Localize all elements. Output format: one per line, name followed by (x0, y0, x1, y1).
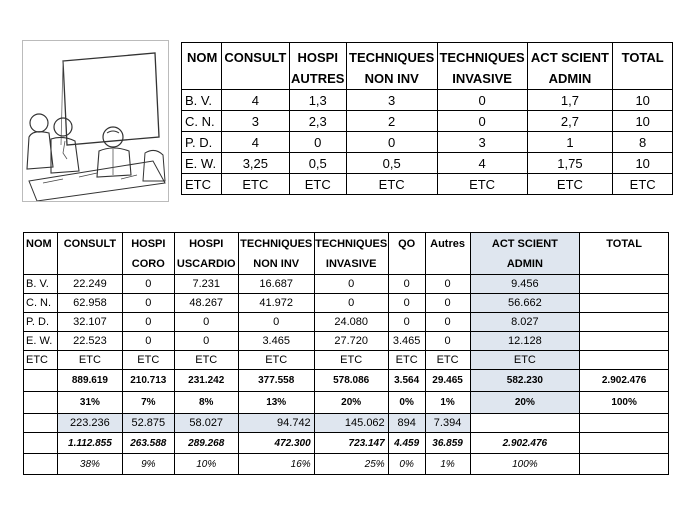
table-cell: 263.588 (122, 433, 174, 454)
table-cell: 8.027 (470, 313, 580, 332)
header-nom: NOM (182, 43, 222, 90)
table-cell: 12.128 (470, 332, 580, 351)
staff-distribution-table (181, 42, 673, 195)
table-row (24, 275, 669, 294)
table-cell (580, 414, 669, 433)
table-cell: E. W. (182, 153, 222, 174)
table-cell: 0 (314, 275, 388, 294)
table-cell: 41.972 (238, 294, 314, 313)
table-cell: 7.231 (174, 275, 238, 294)
table-cell (580, 275, 669, 294)
table-cell: 4 (221, 132, 289, 153)
table-cell: ETC (470, 351, 580, 370)
table-cell: ETC (289, 174, 346, 195)
table-cell: 2,7 (527, 111, 613, 132)
header-hospi-autres: HOSPI AUTRES (289, 43, 346, 90)
header-total: TOTAL (613, 43, 673, 90)
table-cell: 210.713 (122, 370, 174, 392)
table-cell: ETC (24, 351, 58, 370)
table-cell: 889.619 (57, 370, 122, 392)
table-cell: 0 (122, 332, 174, 351)
table-row (24, 313, 669, 332)
table-cell: 36.859 (425, 433, 470, 454)
table-cell: E. W. (24, 332, 58, 351)
table-cell: 0 (437, 90, 527, 111)
table-cell (580, 433, 669, 454)
table-cell: 56.662 (470, 294, 580, 313)
table-row (24, 294, 669, 313)
table-cell: 94.742 (238, 414, 314, 433)
grand-total-cell: 2.902.476 (580, 370, 669, 392)
table-cell: 1,75 (527, 153, 613, 174)
table-cell: 8 (613, 132, 673, 153)
table-row (24, 351, 669, 370)
table-cell: 0 (289, 132, 346, 153)
header-qo: QO (388, 233, 425, 275)
table-cell: 58.027 (174, 414, 238, 433)
table-cell: 0 (425, 275, 470, 294)
table-cell: 0,5 (346, 153, 437, 174)
table-cell: 22.249 (57, 275, 122, 294)
table-cell (470, 414, 580, 433)
table-cell: 377.558 (238, 370, 314, 392)
table-cell: C. N. (182, 111, 222, 132)
table-cell: ETC (314, 351, 388, 370)
table-cell: 4 (221, 90, 289, 111)
extra-row (24, 414, 669, 433)
table-cell: 13% (238, 392, 314, 414)
table-cell: 0 (425, 294, 470, 313)
table-row (182, 90, 673, 111)
activity-value-table (23, 232, 669, 475)
table-cell (580, 294, 669, 313)
table-cell: 22.523 (57, 332, 122, 351)
table-cell: 4.459 (388, 433, 425, 454)
table-cell: ETC (388, 351, 425, 370)
table-cell: 25% (314, 454, 388, 475)
header-autres: Autres (425, 233, 470, 275)
table-cell: ETC (221, 174, 289, 195)
table-cell: 0 (425, 313, 470, 332)
table-cell: ETC (122, 351, 174, 370)
table-cell: B. V. (24, 275, 58, 294)
header-nom: NOM (24, 233, 58, 275)
table-cell: B. V. (182, 90, 222, 111)
table-cell: 9.456 (470, 275, 580, 294)
table-cell (580, 454, 669, 475)
table-cell: 31% (57, 392, 122, 414)
table-cell: 27.720 (314, 332, 388, 351)
table-cell: 472.300 (238, 433, 314, 454)
table-cell: 100% (580, 392, 669, 414)
header-total: TOTAL (580, 233, 669, 275)
table-header-row (182, 43, 673, 90)
italic-percent-row (24, 454, 669, 475)
header-techniques-non-inv: TECHNIQUES NON INV (346, 43, 437, 90)
table-cell: 9% (122, 454, 174, 475)
table-cell: 1.112.855 (57, 433, 122, 454)
table-cell: 0% (388, 392, 425, 414)
table-cell (24, 433, 58, 454)
table-row (182, 174, 673, 195)
table-cell: 223.236 (57, 414, 122, 433)
table-cell: 0 (174, 313, 238, 332)
table-cell: 48.267 (174, 294, 238, 313)
table-cell: 0 (388, 275, 425, 294)
meeting-drawing (23, 41, 168, 201)
table-cell: ETC (182, 174, 222, 195)
table-cell: 24.080 (314, 313, 388, 332)
table-cell: 0 (122, 275, 174, 294)
table-cell: 38% (57, 454, 122, 475)
table-cell: 10% (174, 454, 238, 475)
table-cell (24, 414, 58, 433)
table-cell: 3.465 (388, 332, 425, 351)
header-techniques-non-inv: TECHNIQUES NON INV (238, 233, 314, 275)
table-cell: ETC (527, 174, 613, 195)
header-hospi-uscardio: HOSPI USCARDIO (174, 233, 238, 275)
table-cell: 145.062 (314, 414, 388, 433)
header-hospi-coro: HOSPI CORO (122, 233, 174, 275)
table-cell: 578.086 (314, 370, 388, 392)
table-cell: 0 (122, 294, 174, 313)
table-cell: ETC (57, 351, 122, 370)
table-cell (580, 351, 669, 370)
table-row (182, 153, 673, 174)
table-cell: ETC (613, 174, 673, 195)
table-cell: 3.564 (388, 370, 425, 392)
header-consult: CONSULT (57, 233, 122, 275)
table-cell: 0 (388, 294, 425, 313)
table-cell: 0,5 (289, 153, 346, 174)
header-act-scient-admin: ACT SCIENT ADMIN (527, 43, 613, 90)
table-cell: 1,3 (289, 90, 346, 111)
table-cell: 0 (425, 332, 470, 351)
table-cell: 10 (613, 111, 673, 132)
table-cell: C. N. (24, 294, 58, 313)
table-cell: 1 (527, 132, 613, 153)
table-cell: 1,7 (527, 90, 613, 111)
table-cell: ETC (174, 351, 238, 370)
table-cell: 289.268 (174, 433, 238, 454)
totals-row (24, 370, 669, 392)
table-cell: 20% (314, 392, 388, 414)
table-cell: 32.107 (57, 313, 122, 332)
table-cell: 723.147 (314, 433, 388, 454)
header-techniques-invasive: TECHNIQUES INVASIVE (314, 233, 388, 275)
table-cell: 52.875 (122, 414, 174, 433)
table-cell (580, 313, 669, 332)
table-cell: 8% (174, 392, 238, 414)
table-cell: ETC (238, 351, 314, 370)
table-cell: 0 (314, 294, 388, 313)
table-cell: 2.902.476 (470, 433, 580, 454)
table-cell: 0% (388, 454, 425, 475)
table-cell (24, 454, 58, 475)
table-cell: P. D. (182, 132, 222, 153)
table-cell: ETC (425, 351, 470, 370)
table-cell (580, 332, 669, 351)
table-cell: 3 (437, 132, 527, 153)
table-cell: 0 (238, 313, 314, 332)
table-cell: 10 (613, 153, 673, 174)
table-cell: 29.465 (425, 370, 470, 392)
table-cell: 0 (346, 132, 437, 153)
table-header-row (24, 233, 669, 275)
table-cell: 3 (221, 111, 289, 132)
table-cell: 7% (122, 392, 174, 414)
table-cell: 62.958 (57, 294, 122, 313)
table-cell: 2 (346, 111, 437, 132)
percent-row (24, 392, 669, 414)
table-cell: P. D. (24, 313, 58, 332)
table-cell: 0 (122, 313, 174, 332)
table-cell: 3 (346, 90, 437, 111)
table-cell (24, 370, 58, 392)
table-row (24, 332, 669, 351)
table-cell: 3.465 (238, 332, 314, 351)
table-cell: 16.687 (238, 275, 314, 294)
table-cell: 1% (425, 392, 470, 414)
table-cell: 3,25 (221, 153, 289, 174)
table-cell: 0 (437, 111, 527, 132)
table-cell (24, 392, 58, 414)
meeting-sketch-illustration (22, 40, 169, 202)
table-cell: 4 (437, 153, 527, 174)
table-cell: 20% (470, 392, 580, 414)
table-cell: 894 (388, 414, 425, 433)
header-consult: CONSULT (221, 43, 289, 90)
table-cell: 2,3 (289, 111, 346, 132)
table-cell: 582.230 (470, 370, 580, 392)
table-row (182, 111, 673, 132)
italic-totals-row (24, 433, 669, 454)
header-techniques-invasive: TECHNIQUES INVASIVE (437, 43, 527, 90)
table-cell: 10 (613, 90, 673, 111)
table-cell: 16% (238, 454, 314, 475)
table-row (182, 132, 673, 153)
table-cell: 1% (425, 454, 470, 475)
table-cell: 7.394 (425, 414, 470, 433)
table-cell: ETC (346, 174, 437, 195)
table-cell: 0 (174, 332, 238, 351)
table-cell: 100% (470, 454, 580, 475)
table-cell: 0 (388, 313, 425, 332)
header-act-scient-admin: ACT SCIENT ADMIN (470, 233, 580, 275)
table-cell: 231.242 (174, 370, 238, 392)
table-cell: ETC (437, 174, 527, 195)
